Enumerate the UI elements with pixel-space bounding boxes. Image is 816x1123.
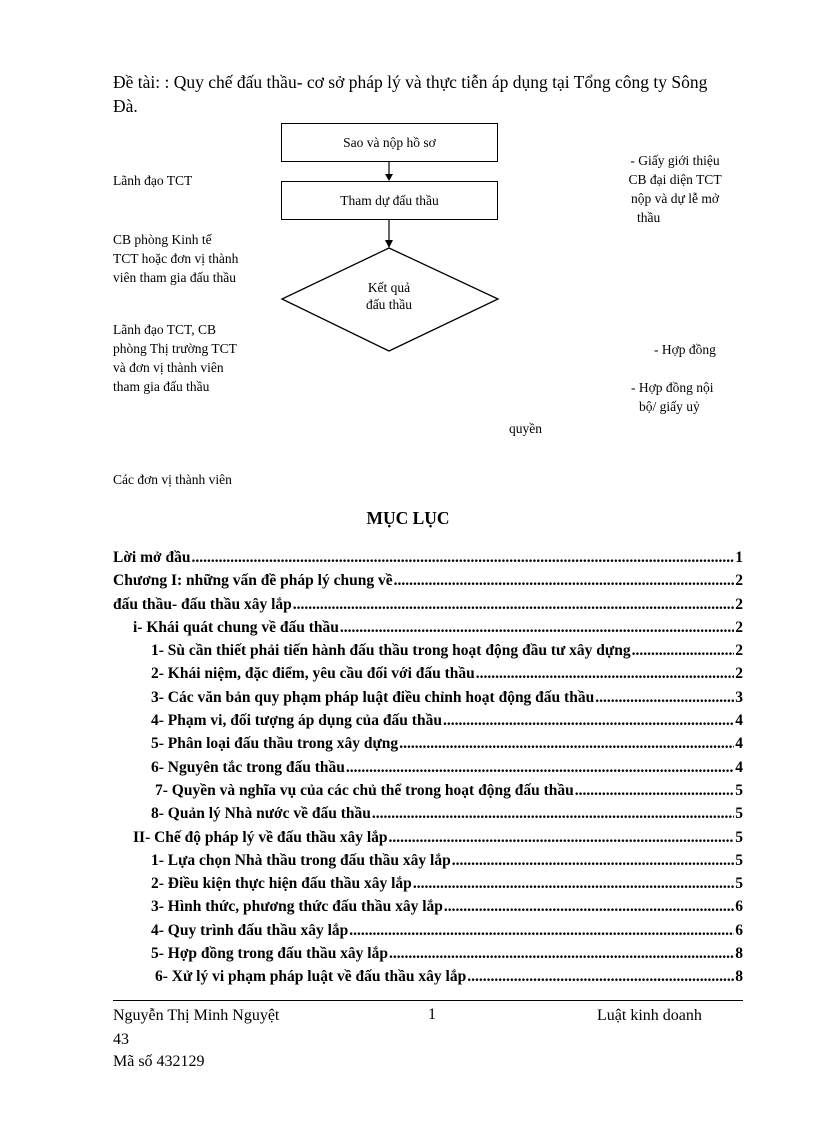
right-label-introduction-letter: [600, 151, 750, 227]
left-label-2-line3: viên tham gia đấu thầu: [113, 270, 236, 285]
toc-entry-page: 6: [735, 898, 743, 916]
toc-entry-page: 2: [735, 572, 743, 590]
toc-entry-label: 1- Lựa chọn Nhà thầu trong đấu thầu xây lắp: [151, 851, 451, 869]
toc-dot-leader: [394, 572, 735, 590]
toc-dot-leader: [389, 829, 735, 847]
diamond-label-line1: Kết quả: [367, 280, 411, 295]
left-label-2-line1: CB phòng Kinh tế: [113, 232, 212, 247]
right-label-internal-contract: [631, 378, 714, 416]
toc-entry-label: 5- Hợp đồng trong đấu thầu xây lắp: [151, 945, 388, 963]
toc-entry-page: 5: [735, 828, 743, 846]
toc-entry[interactable]: [113, 712, 743, 735]
left-label-member-units: Các đơn vị thành viên: [113, 472, 232, 487]
toc-entry[interactable]: [113, 922, 743, 945]
toc-entry-label: 2- Khái niệm, đặc điểm, yêu cầu đối với đấu thầu: [151, 665, 475, 683]
toc-dot-leader: [191, 549, 734, 567]
toc-entry-page: 8: [735, 945, 743, 963]
toc-entry[interactable]: [113, 549, 743, 572]
decision-diamond-label: [339, 279, 439, 313]
toc-entry[interactable]: [113, 619, 743, 642]
toc-entry-label: 4- Quy trình đấu thầu xây lắp: [151, 921, 349, 939]
table-of-contents: [113, 549, 743, 992]
toc-entry[interactable]: [113, 596, 743, 619]
toc-entry-label: Lời mở đầu: [113, 549, 191, 566]
right-label-1-line1: - Giấy giới thiệu: [630, 153, 720, 168]
left-label-2-line2: TCT hoặc đơn vị thành: [113, 251, 239, 266]
toc-entry-page: 4: [735, 735, 743, 753]
toc-entry-page: 8: [735, 968, 743, 986]
toc-dot-leader: [340, 619, 734, 637]
toc-entry-label: 4- Phạm vi, đối tượng áp dụng của đấu thầu: [151, 712, 442, 730]
toc-entry-label: 6- Nguyên tắc trong đấu thầu: [151, 758, 345, 776]
footer-page-number: 1: [428, 1006, 436, 1023]
toc-entry-page: 4: [735, 758, 743, 776]
toc-entry-label: 3- Các văn bản quy phạm pháp luật điều chỉnh hoạt động đấu thầu: [151, 688, 595, 706]
toc-entry-page: 1: [735, 549, 743, 566]
toc-entry-label: 6- Xử lý vi phạm pháp luật về đấu thầu xây lắp: [155, 968, 467, 986]
toc-entry[interactable]: [113, 689, 743, 712]
footer-author: Nguyễn Thị Minh Nguyệt: [113, 1007, 280, 1024]
toc-entry-page: 2: [735, 595, 743, 613]
toc-dot-leader: [476, 665, 734, 683]
right-label-authorization: quyền: [509, 421, 542, 436]
toc-dot-leader: [452, 852, 735, 870]
toc-dot-leader: [467, 968, 734, 986]
toc-entry-label: Chương I: những vấn đề pháp lý chung về: [113, 572, 393, 590]
left-label-3-line3: và đơn vị thành viên: [113, 360, 224, 375]
right-label-1-line3: nộp và dự lễ mở: [631, 191, 719, 206]
flow-box-submit-dossier-label: Sao và nộp hồ sơ: [343, 134, 436, 150]
toc-entry-page: 5: [735, 875, 743, 893]
footer-major: Luật kinh doanh: [597, 1007, 702, 1024]
toc-entry-page: 5: [735, 805, 743, 823]
toc-entry[interactable]: [113, 829, 743, 852]
flow-box-participate-label: Tham dự đấu thầu: [340, 192, 439, 208]
toc-entry-label: đấu thầu- đấu thầu xây lắp: [113, 595, 292, 613]
toc-dot-leader: [399, 735, 734, 753]
footer-divider: [113, 1000, 743, 1001]
left-label-market-dept: [113, 320, 237, 396]
toc-entry[interactable]: [113, 759, 743, 782]
toc-dot-leader: [372, 805, 734, 823]
left-label-leadership: Lãnh đạo TCT: [113, 173, 193, 188]
toc-entry-page: 6: [735, 921, 743, 939]
toc-entry-page: 5: [735, 851, 743, 869]
left-label-economic-dept: [113, 230, 238, 287]
toc-dot-leader: [349, 922, 734, 940]
toc-dot-leader: [595, 689, 734, 707]
toc-entry[interactable]: [113, 782, 743, 805]
toc-entry-page: 2: [735, 665, 743, 683]
left-label-3-line2: phòng Thị trường TCT: [113, 341, 237, 356]
arrow-head-2: [385, 240, 393, 248]
toc-entry-label: 7- Quyền và nghĩa vụ của các chủ thể trong hoạt động đấu thầu: [155, 781, 574, 799]
toc-dot-leader: [346, 759, 734, 777]
toc-entry[interactable]: [113, 665, 743, 688]
toc-entry[interactable]: [113, 735, 743, 758]
toc-title: MỤC LỤC: [366, 508, 450, 528]
toc-entry-label: 3- Hình thức, phương thức đấu thầu xây lắp: [151, 898, 443, 916]
document-topic: Đề tài: : Quy chế đấu thầu- cơ sở pháp lý và thực tiễn áp dụng tại Tổng công ty Sông Đà.: [113, 72, 708, 116]
left-label-3-line4: tham gia đấu thầu: [113, 379, 210, 394]
toc-entry-label: II- Chế độ pháp lý về đấu thầu xây lắp: [133, 828, 388, 846]
footer-student-id: Mã số 432129: [113, 1053, 205, 1070]
toc-entry-page: 5: [735, 781, 743, 799]
toc-entry-page: 2: [735, 642, 743, 660]
arrow-head-1: [385, 174, 393, 181]
toc-entry[interactable]: [113, 875, 743, 898]
toc-entry-label: i- Khái quát chung về đấu thầu: [133, 618, 339, 636]
toc-dot-leader: [632, 642, 735, 660]
toc-dot-leader: [575, 782, 735, 800]
footer-class-number: 43: [113, 1031, 129, 1048]
toc-dot-leader: [413, 875, 734, 893]
toc-dot-leader: [293, 596, 735, 614]
toc-entry-label: 8- Quản lý Nhà nước về đấu thầu: [151, 805, 371, 823]
toc-entry[interactable]: [113, 852, 743, 875]
right-label-3-line2: bộ/ giấy uỷ: [639, 399, 700, 414]
toc-entry[interactable]: [113, 945, 743, 968]
toc-entry-page: 3: [735, 688, 743, 706]
toc-entry-page: 4: [735, 712, 743, 730]
right-label-1-line4: thầu: [637, 210, 661, 225]
left-label-3-line1: Lãnh đạo TCT, CB: [113, 322, 216, 337]
toc-entry[interactable]: [113, 642, 743, 665]
toc-dot-leader: [389, 945, 734, 963]
toc-entry-label: 2- Điều kiện thực hiện đấu thầu xây lắp: [151, 875, 412, 893]
toc-entry[interactable]: [113, 805, 743, 828]
toc-entry[interactable]: [113, 968, 743, 991]
toc-dot-leader: [443, 712, 734, 730]
right-label-1-line2: CB đại diện TCT: [628, 172, 722, 187]
toc-entry-label: 5- Phân loại đấu thầu trong xây dựng: [151, 735, 399, 753]
toc-dot-leader: [444, 898, 734, 916]
right-label-contract: - Hợp đồng: [654, 342, 716, 357]
toc-entry-label: 1- Sù cần thiết phải tiến hành đấu thầu trong hoạt động đầu tư xây dựng: [151, 642, 631, 660]
diamond-label-line2: đấu thầu: [365, 297, 413, 312]
toc-entry[interactable]: [113, 572, 743, 595]
toc-entry-page: 2: [735, 618, 743, 636]
toc-entry[interactable]: [113, 898, 743, 921]
right-label-3-line1: - Hợp đồng nội: [631, 380, 714, 395]
